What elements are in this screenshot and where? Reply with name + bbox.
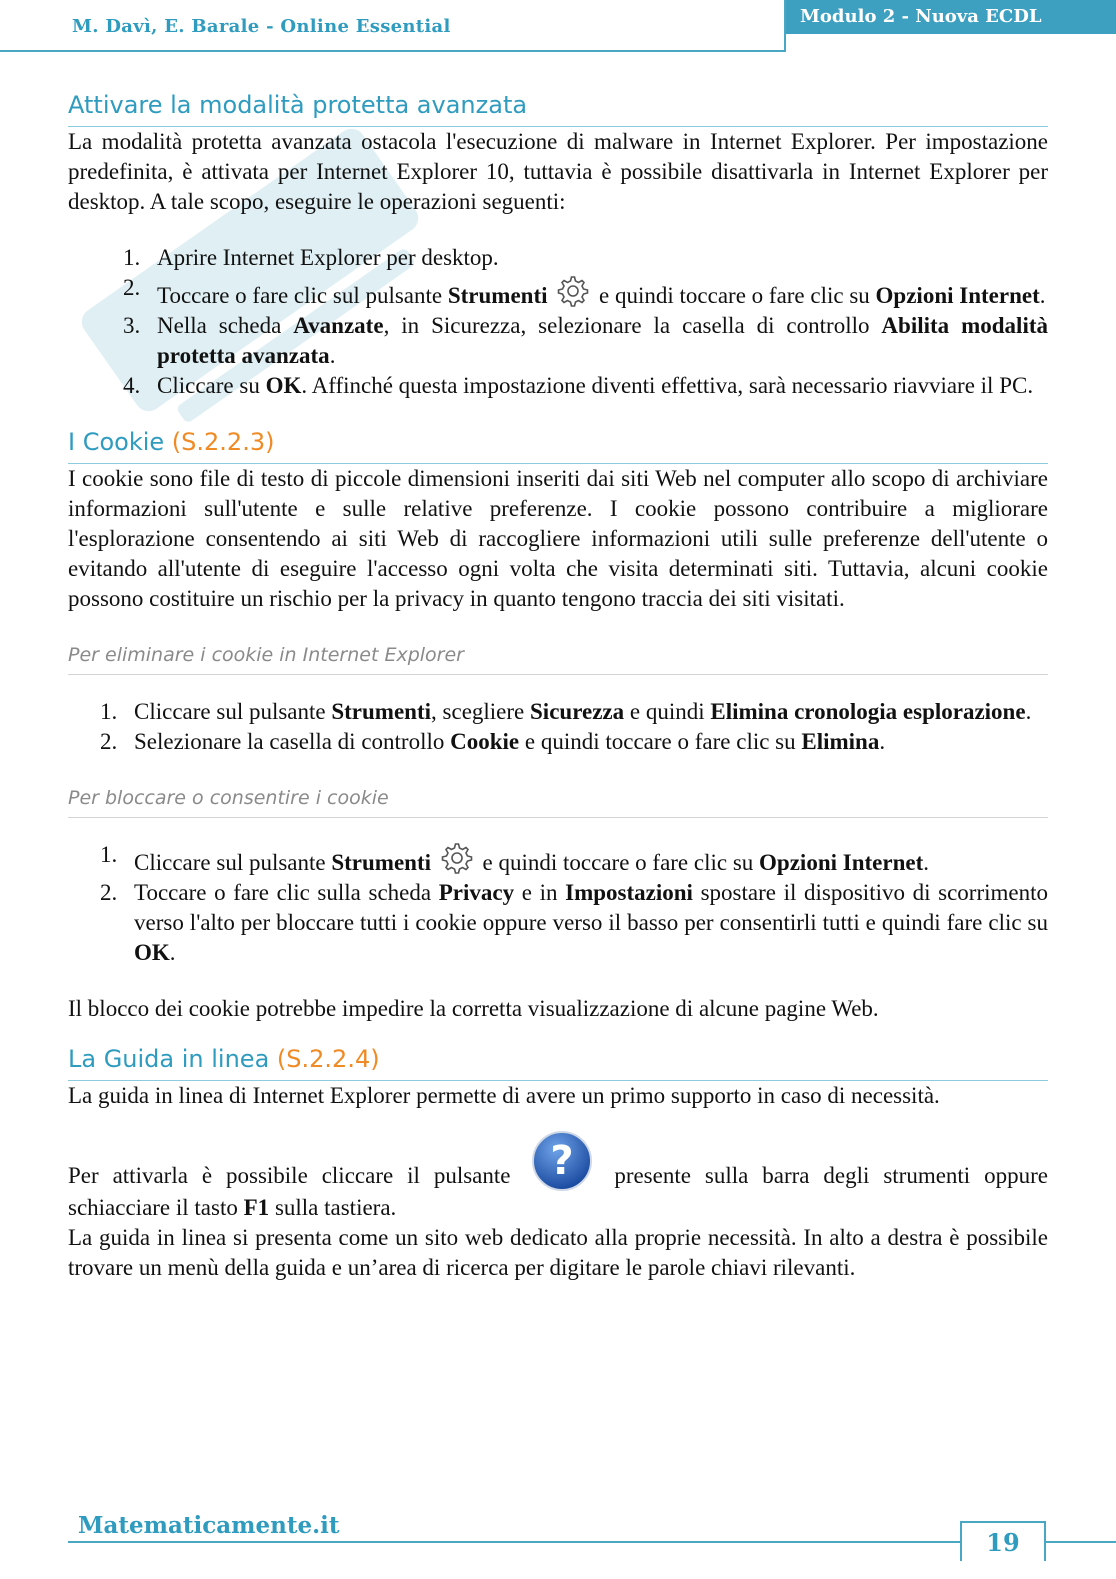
block-cookie-steps [100,840,1049,968]
list-item: 2. Toccare o fare clic sulla scheda Privacy e in Impostazioni spostare il dispositivo di scorrimento verso l'alto per bloccare tutti i cookie oppure verso il basso per consentirli tutti e quindi fare clic su OK. [100,880,1049,965]
section-title-protected-mode: Attivare la modalità protetta avanzata [68,88,1048,127]
footer-divider [68,1541,960,1543]
protected-mode-intro: La modalità protetta avanzata ostacola l'esecuzione di malware in Internet Explorer. Per impostazione predefinita, è attivata per Internet Explorer 10, tuttavia è possibile disattivarla in Internet Explorer per desktop. A tale scopo, eseguire le operazioni seguenti: [68,129,1048,214]
list-item: 2. Toccare o fare clic sul pulsante Strumenti e quindi toccare o fare clic su Opzioni Internet. [123,275,1046,308]
cookie-block-note: Il blocco dei cookie potrebbe impedire la corretta visualizzazione di alcune pagine Web. [68,996,879,1021]
section-title-cookie: I Cookie (S.2.2.3) [68,425,1048,464]
cookie-intro: I cookie sono file di testo di piccole dimensioni inseriti dai siti Web nel computer allo scopo di archiviare informazioni sull'utente e sulle relative preferenze. I cookie possono contribuire a migliorare l'esplorazione consentendo ai siti Web di raccogliere informazioni utili sulle preferenze dell'utente o evitando all'utente di eseguire l'accesso ogni volta che visita determinati siti. Tuttavia, alcuni cookie possono costituire un rischio per la privacy in quanto tengono traccia dei siti visitati. [68,466,1048,611]
help-question-icon [530,1129,594,1193]
subsection-title-block-cookies: Per bloccare o consentire i cookie [68,783,1048,818]
list-item: 4. Cliccare su OK. Affinché questa impostazione diventi effettiva, sarà necessario riavviare il PC. [123,373,1034,398]
header-module-badge: Modulo 2 - Nuova ECDL [786,0,1116,34]
footer-site-name: Matematicamente.it [78,1512,340,1539]
page-number: 19 [960,1521,1046,1561]
list-item: 1. Cliccare sul pulsante Strumenti, scegliere Sicurezza e quindi Elimina cronologia esplorazione. [100,699,1032,724]
gear-icon [439,840,475,876]
help-intro: La guida in linea di Internet Explorer permette di avere un primo supporto in caso di necessità. [68,1083,940,1108]
section-title-help: La Guida in linea (S.2.2.4) [68,1042,1048,1081]
list-item: 1. Aprire Internet Explorer per desktop. [123,245,499,270]
list-item: 3. Nella scheda Avanzate, in Sicurezza, selezionare la casella di controllo Abilita modalità protetta avanzata. [123,313,1048,368]
protected-mode-steps [123,243,1048,401]
svg-text:?: ? [550,1138,574,1184]
help-activation-text: Per attivarla è possibile cliccare il pulsante ? presente sulla barra degli strumenti oppure schiacciare il tasto F1 sulla tastiera. [68,1129,1048,1223]
list-item: 1. Cliccare sul pulsante Strumenti e quindi toccare o fare clic su Opzioni Internet. [100,842,929,875]
gear-icon [555,273,591,309]
page-content [68,88,1048,1283]
footer-divider [1046,1541,1116,1543]
help-description: La guida in linea si presenta come un sito web dedicato alla proprie necessità. In alto a destra è possibile trovare un menù della guida e un’area di ricerca per digitare le parole chiavi rilevanti. [68,1225,1048,1280]
delete-cookie-steps [100,697,1048,757]
subsection-title-delete-cookies: Per eliminare i cookie in Internet Explorer [68,640,1048,675]
header-authors: M. Davì, E. Barale - Online Essential [72,16,451,37]
page-header [0,0,786,52]
list-item: 2. Selezionare la casella di controllo Cookie e quindi toccare o fare clic su Elimina. [100,729,886,754]
